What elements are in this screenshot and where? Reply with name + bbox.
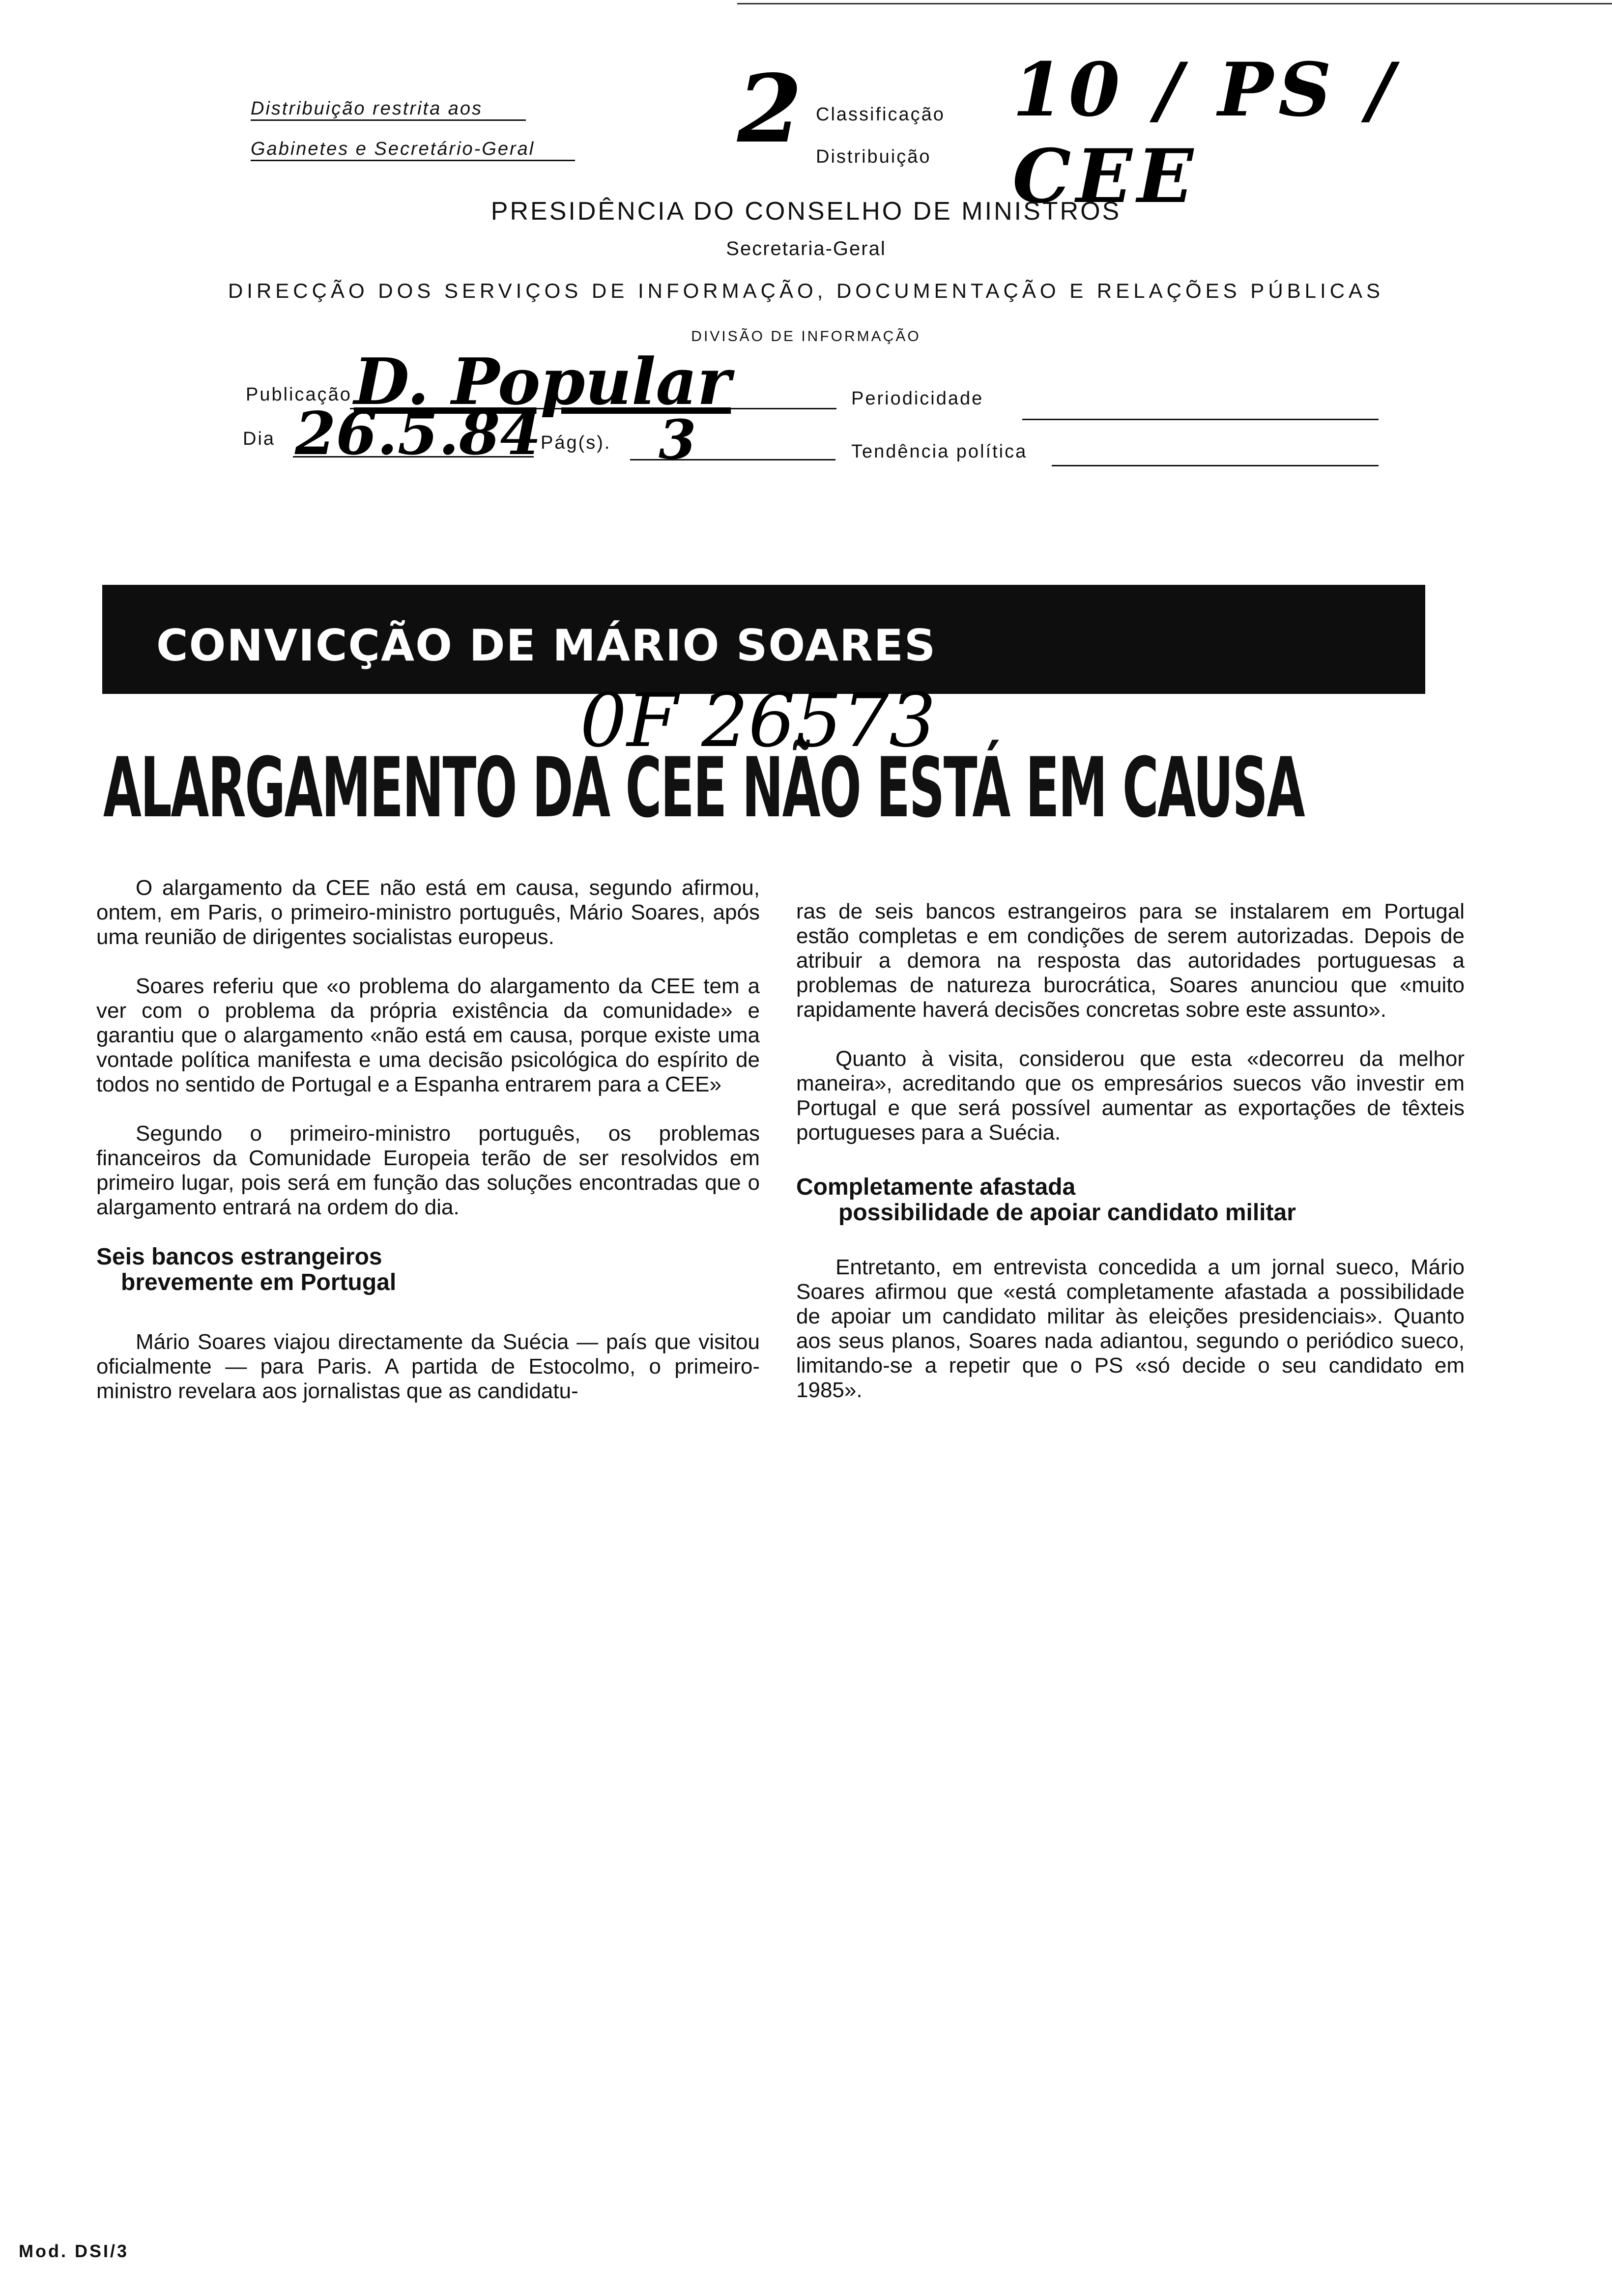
subhead-right-1: Completamente afastada [796, 1174, 1076, 1200]
handwritten-code: 10 / PS / CEE [1012, 47, 1399, 220]
subhead-left-2: brevemente em Portugal [121, 1269, 397, 1295]
paragraph: ras de seis bancos estrangeiros para se instalarem em Portugal estão completas e em condições de serem autorizadas. Depois de atribuir a demora na resposta das autoridades portuguesas a problemas de natureza burocrática, Soares anunciou que «muito rapidamente haverá decisões concretas sobre este assunto». [796, 899, 1465, 1022]
distribution-line-2: Gabinetes e Secretário-Geral [251, 139, 575, 161]
tendencia-line [1052, 465, 1379, 466]
publicacao-value: D. Popular [354, 344, 731, 419]
distribuicao-label: Distribuição [816, 146, 931, 167]
stamp-number: 0F 26573 [580, 678, 936, 764]
right-column [796, 899, 1465, 1427]
pag-value: 3 [659, 408, 696, 471]
paragraph: Entretanto, em entrevista concedida a um jornal sueco, Mário Soares afirmou que «está completamente afastada a possibilidade de apoiar um candidato militar às eleições presidenciais». Quanto aos seus planos, Soares nada adiantou, segundo o periódico sueco, limitando-se a repetir que o PS «só decide o seu candidato em 1985». [796, 1255, 1465, 1402]
org-title: PRESIDÊNCIA DO CONSELHO DE MINISTROS [490, 197, 1122, 226]
divisao-title: DIVISÃO DE INFORMAÇÃO [691, 328, 921, 344]
handwritten-number: 2 [737, 54, 803, 164]
pag-label: Pág(s). [541, 432, 611, 453]
secretaria-title: Secretaria-Geral [726, 238, 886, 259]
tendencia-label: Tendência política [851, 441, 1028, 462]
periodicidade-line [1022, 419, 1379, 420]
left-column [96, 876, 760, 1428]
paragraph: Quanto à visita, considerou que esta «decorreu da melhor maneira», acreditando que os empresários suecos vão investir em Portugal e que será possível aumentar as exportações de têxteis portugueses para a Suécia. [796, 1047, 1465, 1145]
model-code: Mod. DSI/3 [19, 2241, 129, 2261]
subhead-right-2: possibilidade de apoiar candidato militar [838, 1200, 1296, 1226]
periodicidade-label: Periodicidade [851, 388, 984, 409]
paragraph: Mário Soares viajou directamente da Suécia — país que visitou oficialmente — para Paris. A partida de Estocolmo, o primeiro-ministro revelara aos jornalistas que as candidatu- [96, 1330, 760, 1403]
paragraph: O alargamento da CEE não está em causa, segundo afirmou, ontem, em Paris, o primeiro-ministro português, Mário Soares, após uma reunião de dirigentes socialistas europeus. [96, 876, 760, 949]
paragraph: Segundo o primeiro-ministro português, os problemas financeiros da Comunidade Europeia terão de ser resolvidos em primeiro lugar, pois será em função das soluções encontradas que o alargamento entrará na ordem do dia. [96, 1121, 760, 1219]
distribution-line-1: Distribuição restrita aos [251, 98, 526, 121]
top-rule [737, 3, 1612, 4]
dia-value: 26.5.84 [295, 399, 542, 468]
direccao-title: DIRECÇÃO DOS SERVIÇOS DE INFORMAÇÃO, DOCUMENTAÇÃO E RELAÇÕES PÚBLICAS [228, 279, 1384, 302]
publicacao-label: Publicação [246, 384, 352, 405]
subhead-left-1: Seis bancos estrangeiros [96, 1244, 382, 1270]
classificacao-label: Classificação [816, 104, 945, 125]
left-paragraphs-1 [96, 876, 760, 1220]
right-paragraphs-1 [796, 899, 1465, 1145]
dia-label: Dia [243, 429, 276, 449]
headline: ALARGAMENTO DA CEE NÃO ESTÁ EM CAUSA [103, 740, 1304, 836]
paragraph: Soares referiu que «o problema do alargamento da CEE tem a ver com o problema da própria existência da comunidade» e garantiu que o alargamento «não está em causa, porque existe uma vontade política manifesta e uma decisão psicológica do espírito de todos no sentido de Portugal e a Espanha entrarem para a CEE» [96, 974, 760, 1096]
kicker-text: CONVICÇÃO DE MÁRIO SOARES [156, 620, 937, 671]
